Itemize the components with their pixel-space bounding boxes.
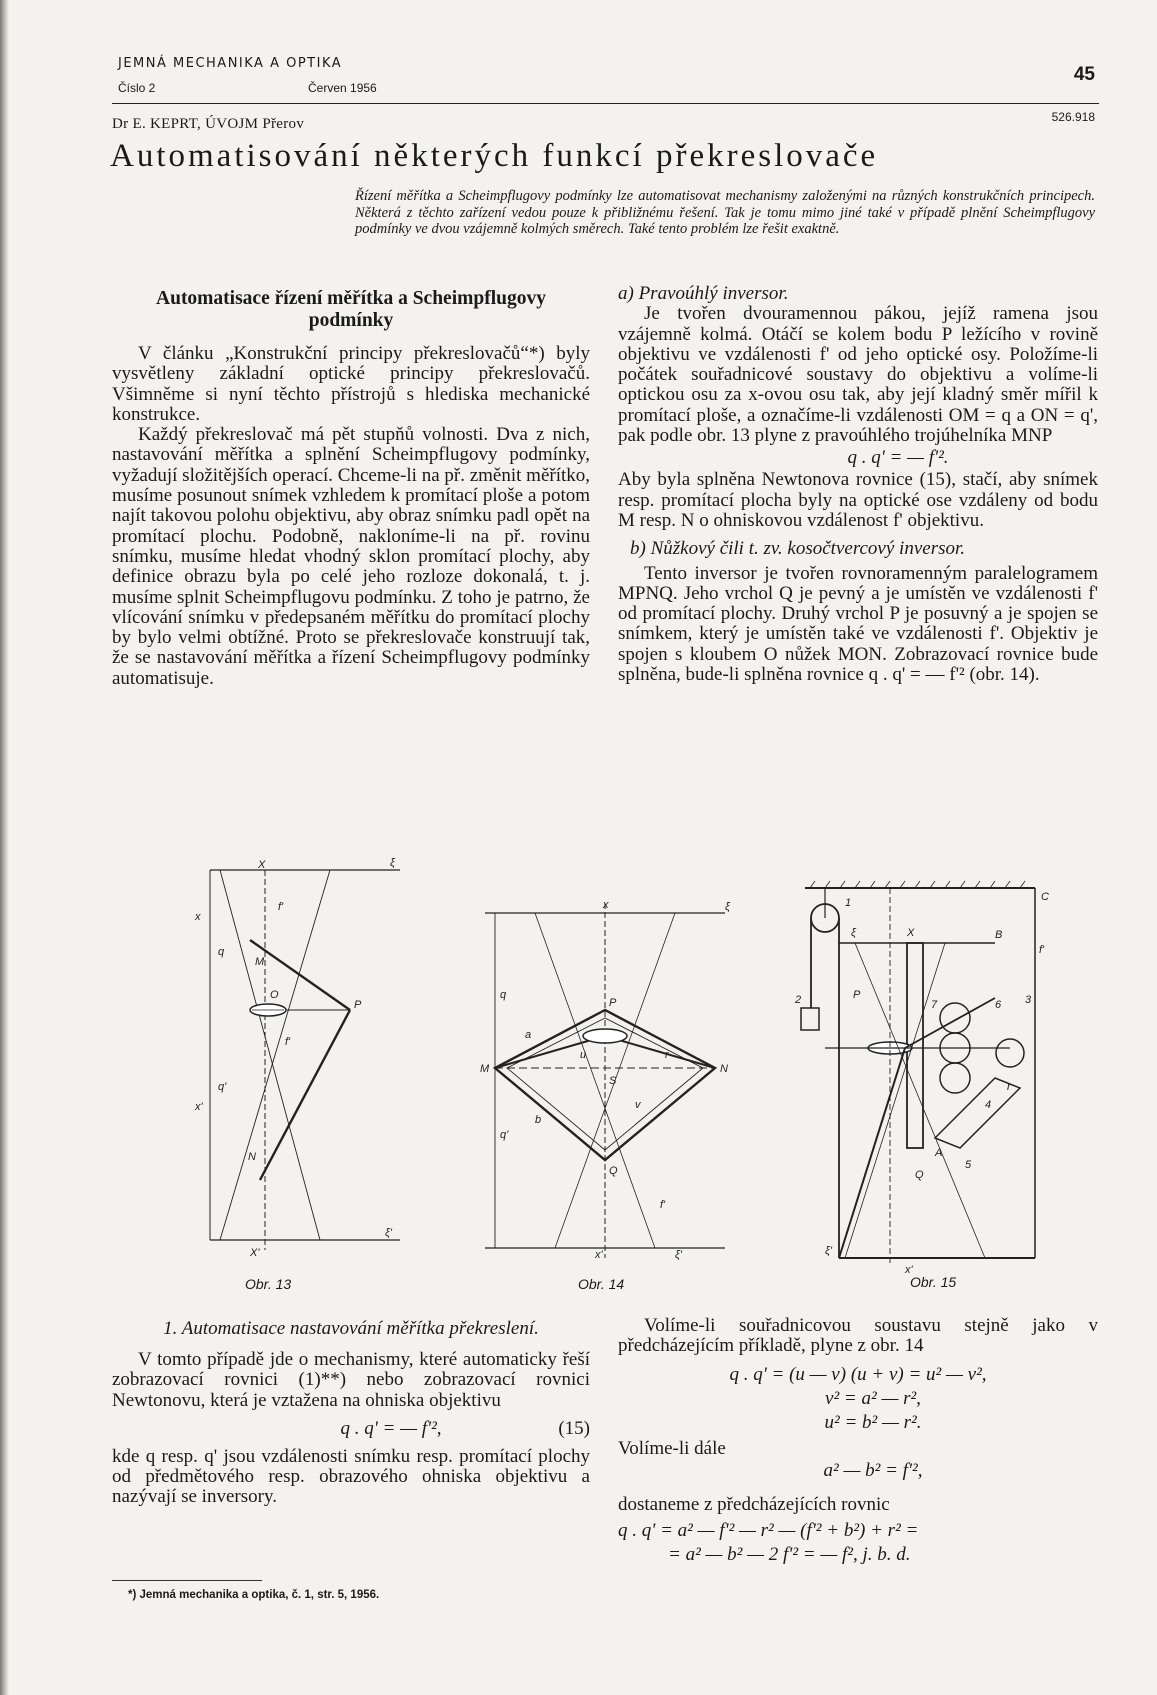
right-column-upper	[618, 284, 1098, 685]
fig14-label-u: u	[580, 1049, 587, 1061]
equation: = a² — b² — 2 f'² = — f², j. b. d.	[668, 1544, 911, 1566]
fig13-label-O: O	[270, 989, 279, 1001]
fig14-label-f: f'	[660, 1199, 666, 1211]
fig14-label-P: P	[609, 997, 617, 1009]
equation: u² = b² — r².	[824, 1411, 922, 1433]
fig15-label-Q: Q	[915, 1169, 924, 1181]
fig14-label-S: S	[609, 1075, 617, 1087]
equation-number: (15)	[558, 1417, 590, 1439]
fig13-label-f: f'	[285, 1036, 291, 1048]
fig14-label-a: a	[525, 1029, 532, 1041]
fig14-label-b: b	[535, 1114, 542, 1126]
equation: q . q' = (u — v) (u + v) = u² — v²,	[729, 1363, 987, 1385]
header-rule	[112, 103, 1099, 104]
fig13-label-q: q	[218, 946, 225, 958]
fig14-label-X2: x'	[595, 1249, 603, 1261]
fig15-label-X: X	[907, 927, 915, 939]
fig15-label-P: P	[853, 989, 861, 1001]
fig15-label-6: 6	[995, 999, 1002, 1011]
fig13-label-X: X	[258, 859, 266, 871]
fig13-label-E: ξ	[390, 857, 395, 869]
page-binding-shadow	[0, 0, 9, 1695]
paragraph: V článku „Konstrukční principy překreslovačů“*) byly vysvětleny základní optické principy překreslovačů. Všimněme si nyní těchto přístrojů s hlediska mechanické konstrukce.	[112, 343, 590, 425]
fig13-label-x2: x'	[195, 1101, 203, 1113]
left-column-upper	[112, 288, 590, 689]
equation: q . q' = a² — f'² — r² — (f'² + b²) + r² =	[618, 1520, 919, 1542]
paragraph: Tento inversor je tvořen rovnoramenným paralelogramem MPNQ. Jeho vrchol Q je pevný a je umístěn ve vzdálenosti f' od promítací plochy. Druhý vrchol P je posuvný a je spojen se snímkem, který je umístěn také ve vzdálenosti f'. Objektiv je spojen s kloubem O nůžek MON. Zobrazovací rovnice bude splněna, bude-li splněna rovnice q . q' = — f'² (obr. 14).	[618, 562, 1098, 686]
fig15-label-C: C	[1041, 891, 1049, 903]
footnote: *) Jemná mechanika a optika, č. 1, str. 5, 1956.	[128, 1589, 380, 1601]
classification-number: 526.918	[1051, 110, 1095, 124]
left-column-lower	[112, 1318, 590, 1508]
issue-number: Číslo 2	[118, 81, 156, 95]
fig13-label-X2: X'	[250, 1247, 260, 1259]
fig13-label-N: N	[248, 1151, 256, 1163]
fig15-label-5: 5	[965, 1159, 972, 1171]
fig15-label-A: A	[935, 1147, 943, 1159]
fig14-label-r: r	[665, 1049, 669, 1061]
equation-15-row	[112, 1417, 590, 1441]
fig14-label-q2: q'	[500, 1129, 509, 1141]
fig14-label-q: q	[500, 989, 507, 1001]
equation-15: q . q' = — f'²,	[340, 1417, 442, 1439]
fig15-label-4: 4	[985, 1099, 992, 1111]
paragraph: Je tvořen dvouramennou pákou, jejíž ramena jsou vzájemně kolmá. Otáčí se kolem bodu P ležícího v rovině objektivu ve vzdálenosti f' od jeho optické osy. Položíme-li počátek souřadnicové soustavy do objektivu a volíme-li optickou osu za x-ovou osu tak, aby její kladný směr mířil k promítací ploše, a označíme-li vzdálenosti OM = q a ON = q', pak podle obr. 13 plyne z pravoúhlého trojúhelníka MNP	[618, 303, 1098, 447]
paragraph: Volíme-li dále	[618, 1437, 726, 1459]
caption-fig15: Obr. 15	[910, 1274, 957, 1290]
fig14-label-X: x	[603, 899, 609, 911]
fig15-label-2: 2	[795, 994, 802, 1006]
fig15-label-E2: ξ'	[825, 1245, 833, 1257]
fig13-label-M: M	[255, 956, 265, 968]
paragraph: kde q resp. q' jsou vzdálenosti snímku resp. promítací plochy od předmětového resp. obrazového ohniska objektivu a nazývají se inversory.	[112, 1445, 590, 1508]
figure-14	[475, 898, 755, 1263]
abstract: Řízení měřítka a Scheimpflugovy podmínky lze automatisovat mechanismy založenými na různých konstrukčních principech. Některá z těchto zařízení vedou pouze k přibližnému řešení. Tak je tomu mimo jiné také v případě plnění Scheimpflugovy podmínky ve dvou vzájemně kolmých směrech. Také tento problém lze řešit exaktně.	[355, 188, 1095, 237]
subsection-heading: 1. Automatisace nastavování měřítka překreslení.	[163, 1318, 539, 1339]
section-heading: Automatisace řízení měřítka a Scheimpflugovy podmínky	[156, 288, 546, 331]
fig15-label-3: 3	[1025, 994, 1032, 1006]
fig14-label-M: M	[480, 1063, 490, 1075]
equation: q . q' = — f'².	[847, 447, 949, 469]
fig14-label-v: v	[635, 1099, 641, 1111]
caption-fig13: Obr. 13	[245, 1276, 292, 1292]
fig14-label-E: ξ	[725, 901, 730, 913]
figure-15	[795, 878, 1085, 1276]
fig15-label-1: 1	[845, 897, 852, 909]
fig15-label-r: r	[1007, 1081, 1011, 1093]
fig15-label-E: ξ	[851, 927, 856, 939]
paragraph: Volíme-li souřadnicovou soustavu stejně jako v předcházejícím příkladě, plyne z obr. 14	[618, 1315, 1098, 1357]
fig13-label-P: P	[354, 999, 362, 1011]
equation: a² — b² = f'²,	[823, 1459, 923, 1481]
fig15-label-f: f'	[1039, 944, 1045, 956]
right-column-lower	[618, 1316, 1098, 1567]
fig15-label-X2: x'	[905, 1264, 913, 1276]
paragraph: Každý překreslovač má pět stupňů volnosti. Dva z nich, nastavování měřítka a splnění Scheimpflugovy podmínky, vyžadují složitějších operací. Chceme-li na př. změnit měřítko, musíme posunout snímek vzhledem k promítací ploše a potom najít takovou polohu objektivu, aby obraz snímku padl opět na promítací plochu. Podobně, nakloníme-li na př. rovinu snímku, musíme hledat vhodný sklon promítací plochy, aby definice obrazu byla po celé jeho rozloze dokonalá, t. j. musíme splnit Scheimpflugovu podmínku. Z toho je patrno, že vlícování snímku v předepsaném měřítku do promítací plochy by bylo velmi obtížné. Proto se překreslovače konstruují tak, že se nastavování měřítka a řízení Scheimpflugovy podmínky automatisuje.	[112, 424, 591, 689]
footnote-rule	[112, 1580, 262, 1581]
paragraph: dostaneme z předcházejících rovnic	[618, 1493, 890, 1515]
fig14-label-E2: ξ'	[675, 1249, 683, 1261]
subsection-b: b) Nůžkový čili t. zv. kosočtvercový inversor.	[630, 538, 966, 560]
journal-name: JEMNÁ MECHANIKA A OPTIKA	[118, 56, 343, 71]
fig13-label-q2: q'	[218, 1081, 227, 1093]
fig13-label-E2: ξ'	[385, 1227, 393, 1239]
caption-fig14: Obr. 14	[578, 1276, 625, 1292]
fig13-label-x: x	[195, 911, 201, 923]
fig13-label-f2: f'	[278, 901, 284, 913]
author-line: Dr E. KEPRT, ÚVOJM Přerov	[112, 116, 305, 132]
issue-line	[118, 81, 377, 95]
subsection-a: a) Pravoúhlý inversor.	[618, 283, 789, 304]
paragraph: Aby byla splněna Newtonova rovnice (15), stačí, aby snímek resp. promítací plocha byly na optické ose vzdáleny od bodu M resp. N o ohniskovou vzdálenost f' objektivu.	[618, 469, 1098, 531]
issue-date: Červen 1956	[308, 81, 377, 95]
fig14-label-N: N	[720, 1063, 728, 1075]
fig15-label-B: B	[995, 929, 1003, 941]
paragraph: V tomto případě jde o mechanismy, které automaticky řeší zobrazovací rovnici (1)**) nebo zobrazovací rovnici Newtonovu, která je vztažena na ohniska objektivu	[112, 1349, 590, 1411]
page-number: 45	[1073, 64, 1095, 85]
fig15-label-7: 7	[931, 999, 938, 1011]
fig14-label-Q: Q	[609, 1165, 618, 1177]
article-title: Automatisování některých funkcí překreslovače	[110, 138, 879, 174]
equation: v² = a² — r²,	[825, 1387, 921, 1409]
figure-13	[190, 857, 420, 1260]
